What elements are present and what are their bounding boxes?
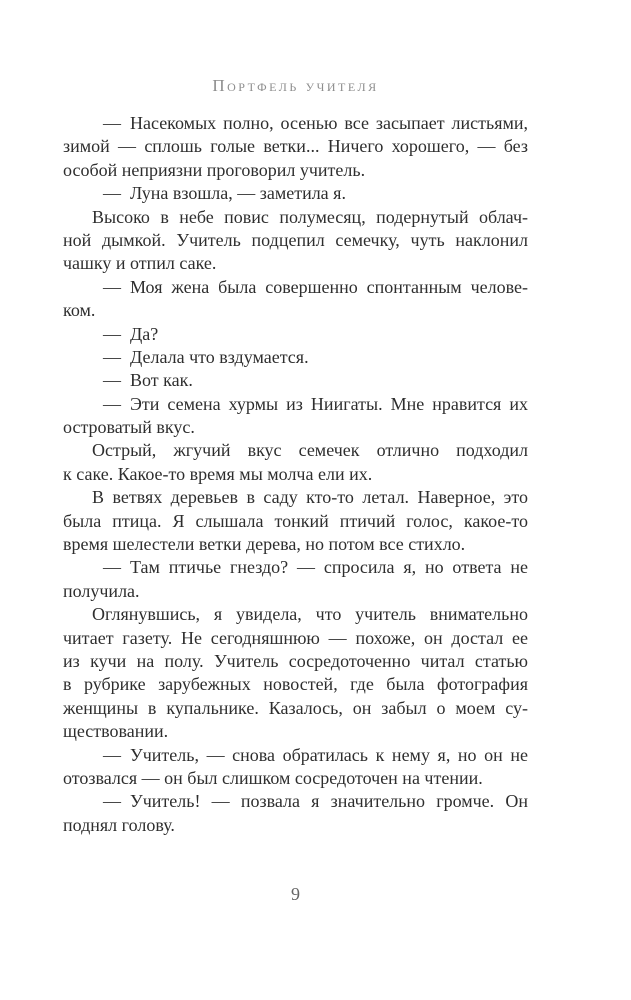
text-line: Оглянувшись, я увидела, что учитель внимательно bbox=[92, 604, 528, 625]
text-line: — Учитель! — позвала я значительно громче. Он bbox=[103, 791, 528, 812]
text-line: зимой — сплошь голые ветки... Ничего хорошего, — без bbox=[63, 136, 528, 157]
text-line: из кучи на полу. Учитель сосредоточенно читал статью bbox=[63, 650, 528, 671]
paragraph bbox=[63, 790, 528, 837]
text-line: Высоко в небе повис полумесяц, подернутый облач- bbox=[92, 206, 528, 227]
paragraph bbox=[63, 206, 528, 276]
running-header: Портфель учителя bbox=[212, 76, 379, 95]
paragraph bbox=[63, 346, 528, 369]
text-line: — Учитель, — снова обратилась к нему я, но он не bbox=[103, 744, 528, 765]
paragraph bbox=[63, 182, 528, 205]
text-block bbox=[63, 112, 528, 837]
paragraph bbox=[63, 439, 528, 486]
paragraph bbox=[63, 393, 528, 440]
text-line: получила. bbox=[63, 580, 140, 601]
text-line: Острый, жгучий вкус семечек отлично подходил bbox=[92, 440, 528, 461]
text-line: — Да? bbox=[103, 323, 159, 344]
text-line: ной дымкой. Учитель подцепил семечку, чуть наклонил bbox=[63, 229, 528, 250]
text-line: особой неприязни проговорил учитель. bbox=[63, 159, 366, 180]
text-line: женщины в купальнике. Казалось, он забыл о моем су- bbox=[63, 697, 528, 718]
text-line: — Моя жена была совершенно спонтанным челове- bbox=[103, 276, 528, 297]
page-number: 9 bbox=[291, 884, 300, 904]
text-line: ществовании. bbox=[63, 721, 169, 742]
paragraph bbox=[63, 744, 528, 791]
text-line: — Эти семена хурмы из Ниигаты. Мне нравится их bbox=[103, 393, 528, 414]
paragraph bbox=[63, 486, 528, 556]
paragraph bbox=[63, 369, 528, 392]
text-line: чашку и отпил саке. bbox=[63, 253, 217, 274]
paragraph bbox=[63, 112, 528, 182]
text-line: — Там птичье гнездо? — спросила я, но ответа не bbox=[103, 557, 528, 578]
paragraph bbox=[63, 276, 528, 323]
text-line: была птица. Я слышала тонкий птичий голос, какое-то bbox=[63, 510, 528, 531]
text-line: к саке. Какое-то время мы молча ели их. bbox=[63, 463, 373, 484]
paragraph bbox=[63, 323, 528, 346]
text-line: время шелестели ветки дерева, но потом все стихло. bbox=[63, 534, 466, 555]
text-line: — Вот как. bbox=[103, 370, 193, 391]
text-line: — Делала что вздумается. bbox=[103, 346, 309, 367]
text-line: читает газету. Не сегодняшнюю — похоже, он достал ее bbox=[63, 627, 528, 648]
text-line: в рубрике зарубежных новостей, где была фотография bbox=[63, 674, 528, 695]
text-line: островатый вкус. bbox=[63, 417, 195, 438]
text-line: В ветвях деревьев в саду кто-то летал. Наверное, это bbox=[92, 487, 528, 508]
paragraph bbox=[63, 556, 528, 603]
text-line: поднял голову. bbox=[63, 814, 175, 835]
text-line: отозвался — он был слишком сосредоточен на чтении. bbox=[63, 767, 483, 788]
text-line: ком. bbox=[63, 300, 96, 321]
text-line: — Луна взошла, — заметила я. bbox=[103, 183, 346, 204]
paragraph bbox=[63, 603, 528, 743]
text-line: — Насекомых полно, осенью все засыпает листьями, bbox=[103, 113, 528, 133]
